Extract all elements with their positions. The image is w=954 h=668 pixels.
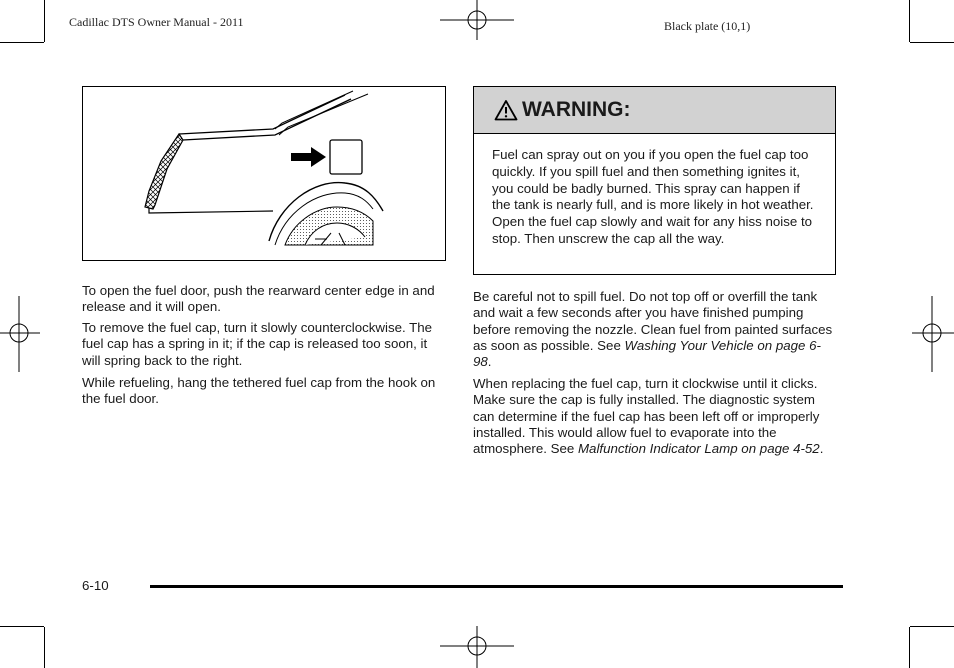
crop-mark: [910, 42, 954, 43]
fuel-door-paragraph: To open the fuel door, push the rearward center edge in and release and it will open.: [82, 283, 435, 315]
footer-rule: [150, 585, 843, 588]
spill-end: .: [487, 354, 492, 370]
fuel-door-illustration: [83, 87, 444, 259]
crop-mark: [44, 627, 45, 668]
spill-paragraph: [473, 289, 836, 370]
warning-box: [473, 86, 836, 275]
manual-title: Cadillac DTS Owner Manual - 2011: [69, 15, 244, 29]
crop-mark: [909, 0, 910, 42]
registration-mark-top: [440, 0, 516, 42]
crop-mark: [910, 626, 954, 627]
crop-mark: [0, 626, 44, 627]
replacing-cap-paragraph: [473, 376, 836, 457]
plate-label: Black plate (10,1): [664, 19, 751, 33]
replacing-text: When replacing the fuel cap, turn it clockwise until it clicks. Make sure the cap is fully installed. The diagnostic system can determine if the fuel cap has been left off or improperly installed. This would allow fuel to evaporate into the atmosphere. See: [473, 376, 820, 457]
warning-header: [474, 87, 835, 134]
warning-body: Fuel can spray out on you if you open the fuel cap too quickly. If you spill fuel and then something ignites it, you could be badly burned. This spray can happen if the tank is nearly full, and is more likely in hot weather. Open the fuel cap slowly and wait for any hiss noise to stop. Then unscrew the cap all the way.: [492, 147, 814, 246]
registration-mark-bottom: [440, 626, 516, 668]
page-number: 6-10: [82, 578, 109, 593]
crop-mark: [44, 0, 45, 42]
registration-mark-right: [912, 296, 954, 372]
warning-title: WARNING:: [522, 98, 631, 121]
malfunction-lamp-link[interactable]: Malfunction Indicator Lamp on page 4-52: [577, 441, 820, 457]
spill-text: Be careful not to spill fuel. Do not top off or overfill the tank and wait a few seconds after you have finished pumping before removing the nozzle. Clean fuel from painted surfaces as soon as possible. See: [473, 289, 833, 353]
crop-mark: [0, 42, 44, 43]
washing-vehicle-link[interactable]: Washing Your Vehicle on page 6-98: [473, 337, 821, 370]
registration-mark-left: [0, 296, 40, 372]
warning-triangle-icon: [494, 99, 518, 121]
fuel-cap-paragraph: To remove the fuel cap, turn it slowly counterclockwise. The fuel cap has a spring in it; if the cap is released too soon, it will spring back to the right.: [82, 320, 433, 368]
refueling-paragraph: While refueling, hang the tethered fuel cap from the hook on the fuel door.: [82, 375, 436, 407]
figure-frame: [82, 86, 446, 261]
replacing-end: .: [819, 441, 824, 457]
arrow-icon: [291, 147, 326, 167]
crop-mark: [909, 627, 910, 668]
